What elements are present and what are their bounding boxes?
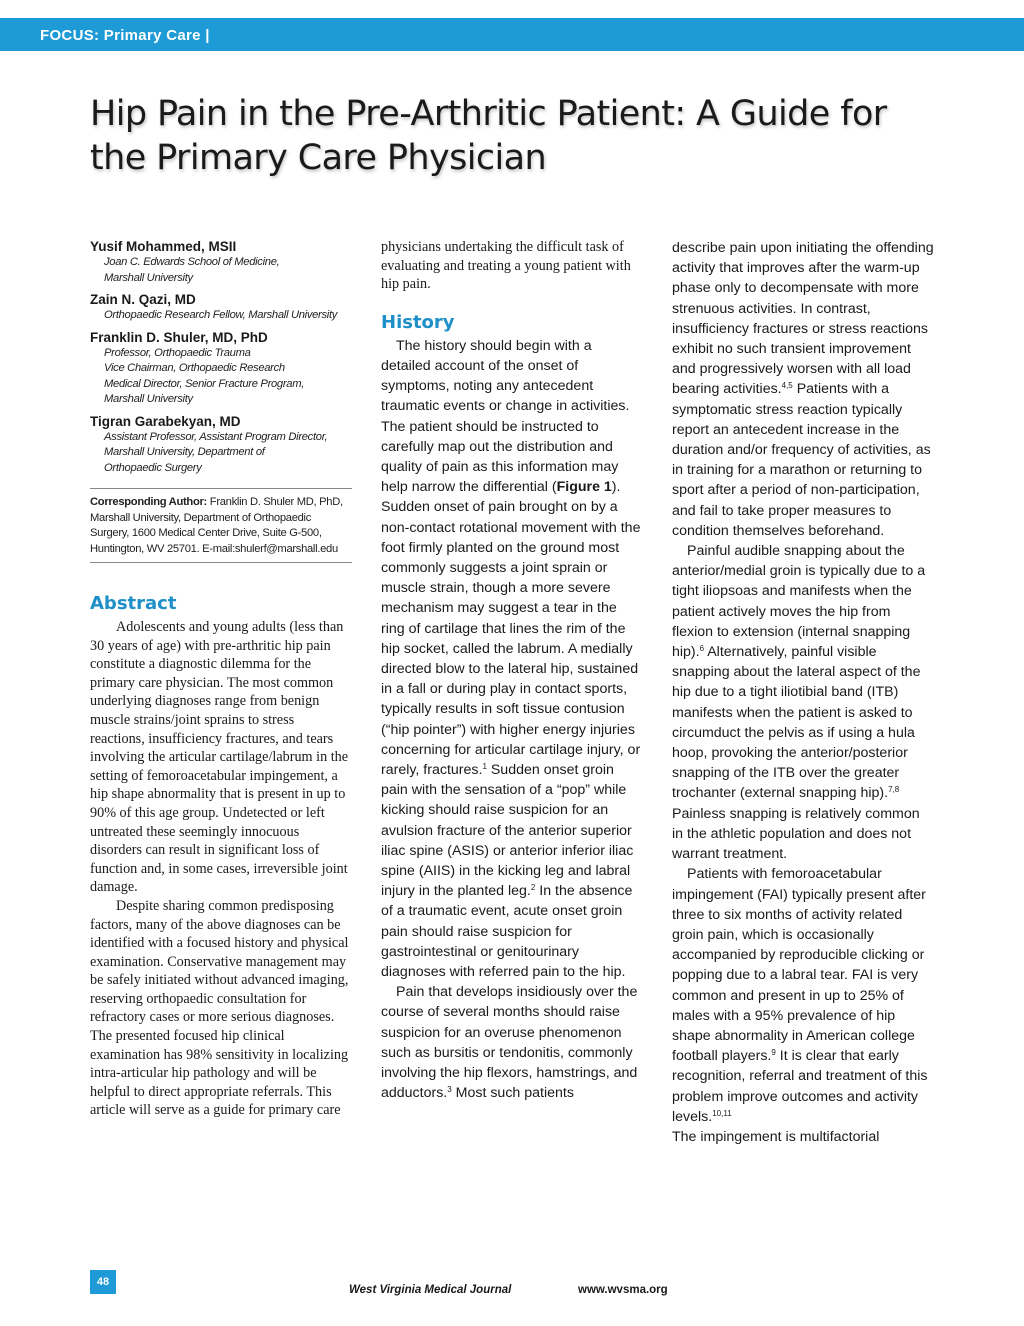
text-run: In the absence of a traumatic event, acute onset groin pain should raise suspicion for gastrointestinal or genitourinary diagnoses with referred pain to the hip. [381, 883, 633, 981]
citation: 9 [771, 1048, 776, 1058]
left-column [90, 238, 352, 1120]
article-title: Hip Pain in the Pre-Arthritic Patient: A Guide for the Primary Care Physician [90, 94, 887, 178]
author-block [90, 329, 352, 408]
section-label: FOCUS: Primary Care | [40, 27, 210, 44]
text-run: ). Sudden onset of pain brought on by a non-contact rotational movement with the foot firmly planted on the ground most commonly suggests a joint sprain or muscle strain, though a more severe mechanism may suggest a tear in the ring of cartilage that lines the rim of the hip socket, called the labrum. A medially directed blow to the lateral hip, sustained in a fall or during play in contact sports, typically results in soft tissue contusion (“hip pointer”) with higher energy injuries concerning for articular cartilage injury, or rarely, fractures. [381, 479, 641, 779]
abstract-paragraph-continued: physicians undertaking the difficult task of evaluating and treating a young patient with hip pain. [381, 239, 631, 293]
history-heading: History [381, 311, 455, 333]
body-paragraph: The impingement is multifactorial [672, 1128, 880, 1145]
author-name: Zain N. Qazi, MD [90, 292, 196, 307]
author-block [90, 413, 352, 477]
author-name: Yusif Mohammed, MSII [90, 239, 237, 254]
corresponding-author [90, 488, 352, 563]
body-paragraph [672, 864, 934, 1127]
middle-column [381, 238, 643, 1104]
author-affiliation: Orthopaedic Research Fellow, Marshall University [104, 309, 338, 321]
journal-url: www.wvsma.org [578, 1284, 668, 1296]
text-run: It is clear that early recognition, referral and treatment of this problem improve outcomes and activity levels. [672, 1048, 928, 1125]
citation: 3 [447, 1085, 452, 1095]
text-run: Patients with femoroacetabular impingement (FAI) typically present after three to six months of activity related groin pain, which is occasionally accompanied by reproducible clicking or popping due to a labral tear. FAI is very common and present in up to 25% of males with a 95% prevalence of hip shape abnormality in American college football players. [672, 866, 926, 1065]
text-run: describe pain upon initiating the offending activity that improves after the warm-up phase only to decompensate with more strenuous activities. In contrast, insufficiency fractures or stress reactions exhibit no such transient improvement and progressively worsen with all load bearing activities. [672, 240, 934, 398]
citation: 4,5 [781, 381, 793, 391]
author-affiliation: Professor, Orthopaedic Trauma [104, 346, 251, 359]
author-name: Franklin D. Shuler, MD, PhD [90, 329, 268, 345]
author-affiliation: Joan C. Edwards School of Medicine, [104, 256, 280, 268]
text-run: Painful audible snapping about the anterior/medial groin is typically due to a tight iliopsoas and manifests when the patient actively moves the hip from flexion to extension (internal snapping hip). [672, 543, 926, 661]
page-number: 48 [90, 1270, 116, 1294]
author-name: Tigran Garabekyan, MD [90, 413, 241, 429]
citation: 2 [530, 883, 536, 893]
citation: 10,11 [712, 1108, 732, 1118]
corresponding-label: Corresponding Author: [90, 496, 207, 508]
author-affiliation: Orthopaedic Surgery [104, 461, 202, 474]
abstract-heading: Abstract [90, 593, 177, 614]
abstract-body [90, 618, 352, 1120]
citation: 7,8 [888, 785, 900, 795]
citation: 1 [482, 762, 487, 772]
text-run: Pain that develops insidiously over the course of several months should raise suspicion for an overuse phenomenon such as bursitis or tendonitis, commonly involving the hip flexors, hamstrings, and adductors. [381, 984, 638, 1102]
citation: 6 [699, 644, 705, 654]
body-paragraph [672, 238, 934, 541]
text-run: Patients with a symptomatic stress reaction typically report an antecedent increase in the duration and/or frequency of activities, as in training for a marathon or returning to sport after a period of non-participation, and fail to take proper measures to condition themselves beforehand. [672, 381, 931, 539]
body-paragraph [381, 336, 643, 983]
abstract-paragraph: Despite sharing common predisposing factors, many of the above diagnoses can be identified with a focused history and physical examination. Conservative management may be safely initiated without advanced imaging, reserving orthopaedic consultation for refractory cases or more serious diagnoses. The presented focused hip clinical examination has 98% sensitivity in localizing intra-articular hip pathology and will be helpful to direct appropriate referrals. This article will serve as a guide for primary care [90, 897, 349, 1119]
journal-name: West Virginia Medical Journal [349, 1284, 512, 1296]
text-run: The history should begin with a detailed account of the onset of symptoms, noting any antecedent traumatic events or change in activities. The patient should be instructed to carefully map out the distribution and quality of pain as this information may help narrow the differential ( [381, 337, 630, 496]
author-affiliation: Marshall University, Department of [104, 446, 265, 458]
author-block [90, 291, 352, 324]
text-run: Sudden onset groin pain with the sensation of a “pop” while kicking should raise suspicion for an avulsion fracture of the anterior superior iliac spine (ASIS) or anterior inferior iliac spine (AIIS) in the kicking leg and labral injury in the planted leg. [381, 762, 634, 900]
text-run: Painless snapping is relatively common in the athletic population and does not warrant treatment. [672, 805, 920, 863]
abstract-paragraph: Adolescents and young adults (less than 30 years of age) with pre-arthritic hip pain constitute a diagnostic dilemma for the primary care physician. The most common underlying diagnoses range from benign muscle strains/joint sprains to stress reactions, insufficiency fractures, and tears involving the articular cartilage/labrum in the setting of femoroacetabular impingement, a hip shape abnormality that is present in up to 90% of this age group. Undetected or left untreated these seemingly innocuous disorders can result in significant loss of function and, in some cases, irreversible joint damage. [90, 619, 349, 896]
right-column [672, 238, 934, 1147]
corresponding-text: Franklin D. Shuler MD, PhD, Marshall University, Department of Orthopaedic Surgery, 1600 Medical Center Drive, Suite G-500, Huntington, WV 25701. E-mail:shulerf@marshall.edu [90, 496, 343, 555]
history-body [381, 336, 643, 1104]
author-affiliation: Marshall University [104, 393, 193, 405]
author-affiliation: Medical Director, Senior Fracture Program, [104, 377, 305, 390]
body-paragraph [381, 982, 643, 1103]
text-run: Most such patients [451, 1085, 574, 1102]
section-banner [0, 18, 1024, 51]
figure-reference: Figure 1 [556, 479, 612, 496]
abstract-continued [381, 238, 643, 294]
author-affiliation: Marshall University [104, 271, 193, 284]
author-affiliation: Assistant Professor, Assistant Program Director, [104, 430, 328, 443]
history-body-continued [672, 238, 934, 1147]
body-paragraph [672, 541, 934, 864]
text-run: Alternatively, painful visible snapping about the lateral aspect of the hip due to a tight iliotibial band (ITB) manifests when the patient is asked to circumduct the pelvis as if using a hula hoop, provoking the anterior/posterior snapping of the ITB over the greater trochanter (external snapping hip). [672, 644, 921, 802]
author-affiliation: Vice Chairman, Orthopaedic Research [104, 362, 285, 374]
author-block [90, 238, 352, 286]
